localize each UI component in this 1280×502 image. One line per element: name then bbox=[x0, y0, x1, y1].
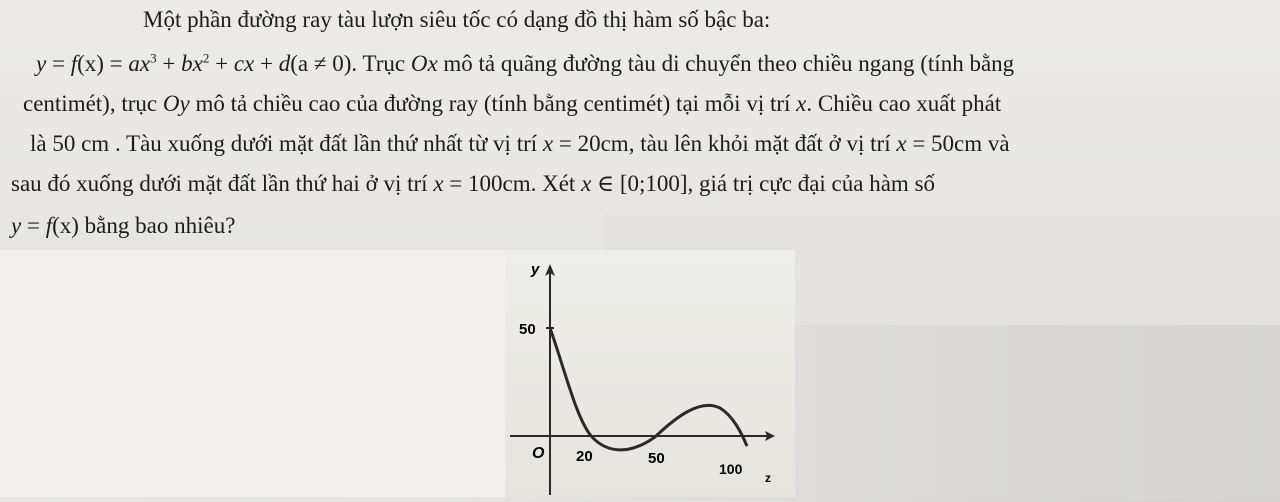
problem-line-6 bbox=[11, 212, 235, 240]
y-tick-label-50: 50 bbox=[519, 321, 536, 338]
cubic-curve bbox=[550, 328, 747, 450]
x-axis-label: z bbox=[765, 471, 771, 485]
domain-range: ∈ [0;100] bbox=[591, 171, 688, 196]
problem-line-4-post: và bbox=[982, 131, 1010, 156]
formula-plus-3: + bbox=[254, 51, 279, 76]
problem-line-2 bbox=[36, 50, 1014, 78]
origin-label: O bbox=[532, 445, 545, 462]
question-eq: = bbox=[21, 213, 46, 238]
x-tick-label-100: 100 bbox=[719, 461, 743, 477]
formula-f: f bbox=[70, 51, 78, 76]
formula-ax: ax bbox=[128, 51, 151, 76]
var-x-2: x bbox=[896, 131, 907, 156]
question-y: y bbox=[11, 213, 22, 238]
axis-oy-ref: Oy bbox=[162, 91, 190, 116]
problem-line-4-pre: là 50 cm . Tàu xuống dưới mặt đất lần thứ nhất từ vị trí bbox=[30, 131, 543, 156]
formula-exp-2: 2 bbox=[202, 50, 210, 66]
problem-line-5 bbox=[11, 170, 935, 198]
problem-line-2-rest: mô tả quãng đường tàu di chuyển theo chiều ngang (tính bằng bbox=[437, 51, 1015, 76]
formula-y: y bbox=[36, 51, 47, 76]
var-x-3: x bbox=[433, 171, 444, 196]
var-x-4: x bbox=[581, 171, 592, 196]
x-tick-label-50: 50 bbox=[648, 450, 665, 467]
formula-bx: bx bbox=[181, 51, 203, 76]
problem-line-5-pre: sau đó xuống dưới mặt đất lần thứ hai ở vị trí bbox=[11, 171, 434, 196]
problem-line-4 bbox=[30, 130, 1010, 158]
graph-svg bbox=[505, 250, 795, 497]
problem-line-3 bbox=[23, 90, 1001, 118]
question-arg: (x) bbox=[52, 213, 79, 238]
problem-line-1 bbox=[143, 6, 770, 34]
paper-blank-left bbox=[0, 250, 530, 497]
value-20cm: = 20cm bbox=[553, 131, 629, 156]
formula-condition: (a ≠ 0) bbox=[290, 51, 352, 76]
question-f: f bbox=[45, 213, 53, 238]
problem-line-3-mid: mô tả chiều cao của đường ray (tính bằng centimét) tại mỗi vị trí bbox=[189, 91, 797, 116]
formula-plus-2: + bbox=[209, 51, 234, 76]
formula-plus-1: + bbox=[156, 51, 182, 76]
problem-line-2-pre: . Trục bbox=[351, 51, 411, 76]
function-graph bbox=[505, 250, 795, 497]
value-100cm: = 100cm bbox=[443, 171, 531, 196]
var-x-1: x bbox=[542, 131, 554, 156]
problem-line-5-mid: . Xét bbox=[530, 171, 582, 196]
formula-cx: cx bbox=[233, 51, 255, 76]
axis-ox-ref: Ox bbox=[410, 51, 438, 76]
formula-f-arg: (x) bbox=[77, 51, 104, 76]
question-text: bằng bao nhiêu? bbox=[78, 213, 236, 238]
problem-line-1-text: Một phần đường ray tàu lượn siêu tốc có dạng đồ thị hàm số bậc ba: bbox=[143, 7, 771, 32]
problem-line-3-post: . Chiều cao xuất phát bbox=[806, 91, 1002, 116]
problem-text-area bbox=[0, 0, 1280, 250]
var-x: x bbox=[796, 91, 807, 116]
formula-eq-2: = bbox=[103, 51, 129, 76]
formula-exp-3: 3 bbox=[150, 50, 157, 66]
formula-d: d bbox=[278, 51, 291, 76]
problem-line-5-post: , giá trị cực đại của hàm số bbox=[687, 171, 936, 196]
value-50cm: = 50cm bbox=[906, 131, 983, 156]
formula-eq-1: = bbox=[46, 51, 71, 76]
problem-line-3-pre: centimét), trục bbox=[23, 91, 163, 116]
x-tick-label-20: 20 bbox=[576, 448, 593, 465]
y-axis-label: y bbox=[531, 261, 540, 278]
problem-line-4-mid: , tàu lên khỏi mặt đất ở vị trí bbox=[628, 131, 897, 156]
